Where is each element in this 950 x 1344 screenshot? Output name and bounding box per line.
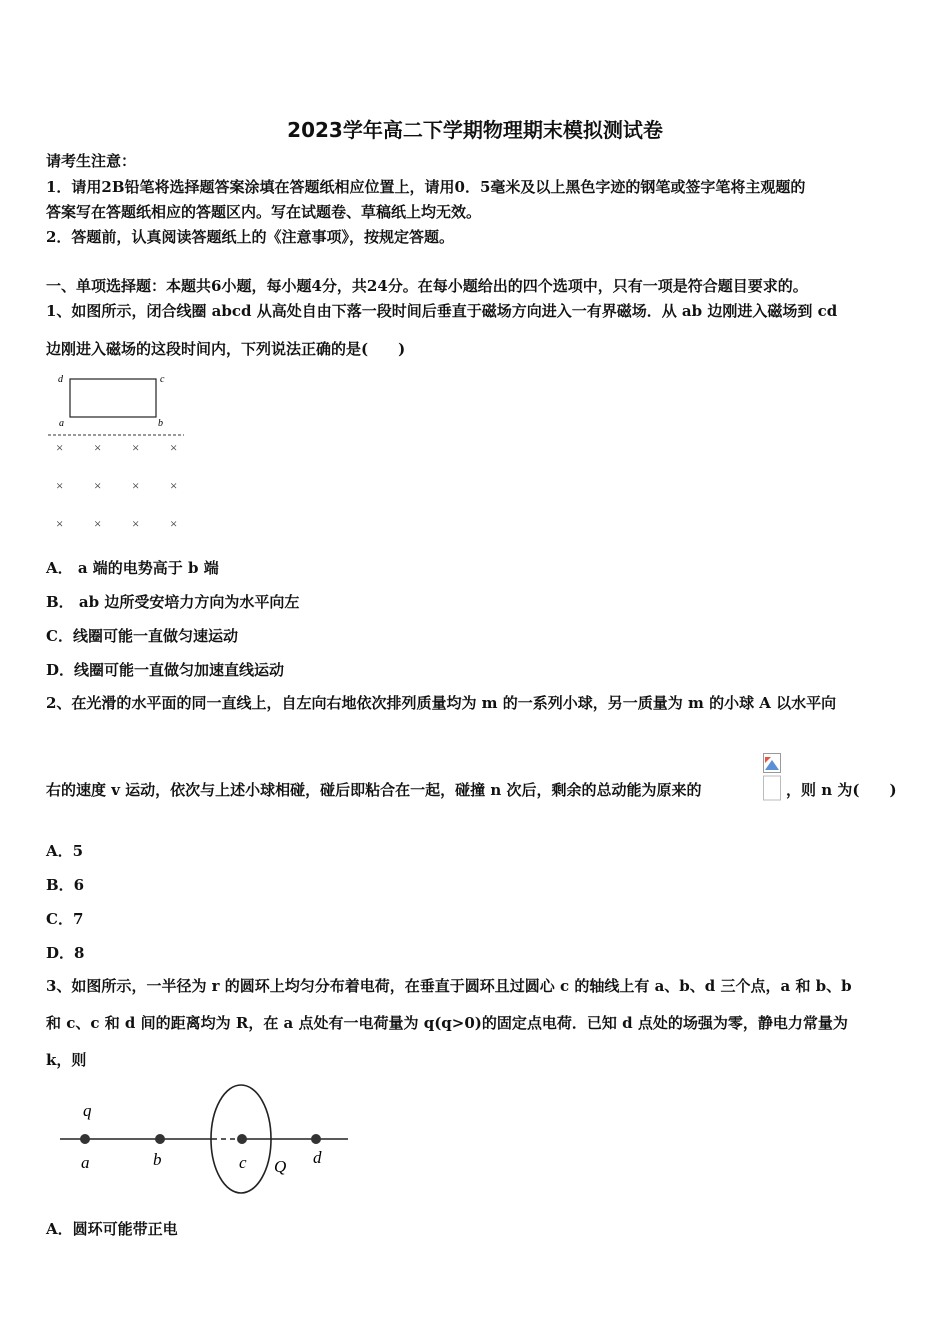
- point-d: [311, 1134, 321, 1144]
- q2-stem-line-2: 右的速度 v 运动，依次与上述小球相碰，碰后即粘合在一起，碰撞 n 次后，剩余的总动能为原来的: [46, 781, 702, 799]
- coil-rectangle: [70, 379, 156, 417]
- q2-stem-line-1: 2、在光滑的水平面的同一直线上，自左向右地依次排列质量均为 m 的一系列小球，另一质量为 m 的小球 A 以水平向: [46, 694, 837, 712]
- field-cross-1-1: ×: [94, 478, 102, 493]
- section-1-heading: 一、单项选择题：本题共6小题，每小题4分，共24分。在每小题给出的四个选项中，只有一项是符合题目要求的。: [46, 277, 808, 295]
- notice-item-1-line-1: 1．请用2B铅笔将选择题答案涂填在答题纸相应位置上，请用0．5毫米及以上黑色字迹的钢笔或签字笔将主观题的: [46, 178, 806, 196]
- q3-stem-line-2: 和 c、c 和 d 间的距离均为 R，在 a 点处有一电荷量为 q(q>0)的固定点电荷．已知 d 点处的场强为零，静电力常量为: [46, 1014, 848, 1032]
- q3-stem-line-1: 3、如图所示，一半径为 r 的圆环上均匀分布着电荷，在垂直于圆环且过圆心 c 的轴线上有 a、b、d 三个点，a 和 b、b: [46, 977, 852, 995]
- field-cross-1-0: ×: [56, 478, 64, 493]
- q2-option-c: C．7: [46, 910, 84, 928]
- notice-item-2: 2．答题前，认真阅读答题纸上的《注意事项》，按规定答题。: [46, 228, 454, 246]
- broken-image-icon: [762, 752, 784, 802]
- field-cross-0-3: ×: [170, 440, 178, 455]
- field-cross-1-2: ×: [132, 478, 140, 493]
- label-d: d: [313, 1148, 322, 1167]
- label-q: q: [83, 1101, 92, 1120]
- page-title: 2023学年高二下学期物理期末模拟测试卷: [287, 118, 663, 142]
- field-cross-0-2: ×: [132, 440, 140, 455]
- notice-item-1-line-2: 答案写在答题纸相应的答题区内。写在试题卷、草稿纸上均无效。: [46, 203, 482, 221]
- label-Q: Q: [274, 1157, 287, 1176]
- q1-stem-line-1: 1、如图所示，闭合线圈 abcd 从高处自由下落一段时间后垂直于磁场方向进入一有界磁场．从 ab 边刚进入磁场到 cd: [46, 302, 838, 320]
- point-b: [155, 1134, 165, 1144]
- q1-option-d: D．线圈可能一直做匀加速直线运动: [46, 661, 285, 679]
- point-c: [237, 1134, 247, 1144]
- q3-stem-line-3: k，则: [46, 1051, 87, 1069]
- coil-label-d: d: [58, 374, 63, 385]
- q3-figure-ring-axis: [56, 1082, 356, 1202]
- label-b: b: [153, 1150, 162, 1169]
- q1-option-c: C．线圈可能一直做匀速运动: [46, 627, 238, 645]
- point-a: [80, 1134, 90, 1144]
- q2-option-d: D．8: [46, 944, 85, 962]
- q2-option-b: B．6: [46, 876, 85, 894]
- q1-stem-line-2: 边刚进入磁场的这段时间内，下列说法正确的是( ): [46, 340, 406, 358]
- q2-stem-line-2-tail: ，则 n 为( ): [786, 781, 897, 799]
- field-cross-2-2: ×: [132, 516, 140, 531]
- q2-option-a: A．5: [46, 842, 84, 860]
- field-cross-2-1: ×: [94, 516, 102, 531]
- q1-option-a: A． a 端的电势高于 b 端: [46, 559, 219, 577]
- field-cross-1-3: ×: [170, 478, 178, 493]
- q1-option-b: B． ab 边所受安培力方向为水平向左: [46, 593, 300, 611]
- field-cross-2-0: ×: [56, 516, 64, 531]
- field-cross-2-3: ×: [170, 516, 178, 531]
- q3-option-a: A．圆环可能带正电: [46, 1220, 178, 1238]
- coil-label-c: c: [160, 374, 165, 385]
- label-a: a: [81, 1153, 90, 1172]
- q1-figure-coil-field: [46, 368, 186, 538]
- field-cross-0-0: ×: [56, 440, 64, 455]
- label-c: c: [239, 1153, 247, 1172]
- coil-label-b: b: [158, 418, 163, 429]
- coil-label-a: a: [59, 418, 64, 429]
- notice-heading: 请考生注意：: [46, 152, 137, 170]
- field-cross-0-1: ×: [94, 440, 102, 455]
